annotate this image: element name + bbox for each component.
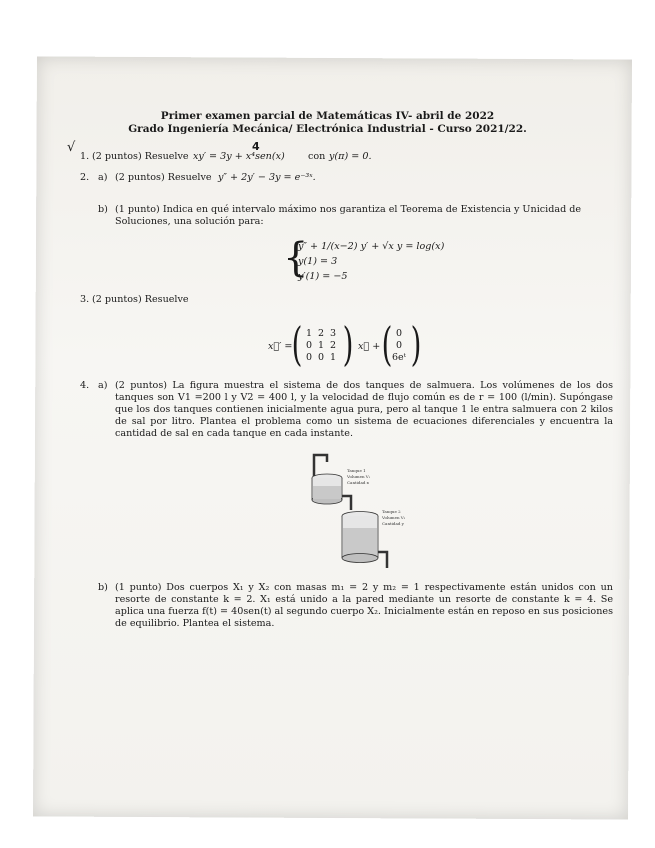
tank1-label: Tanque 1 [347,468,366,473]
matrix-cell: 2 [317,328,325,339]
matrix-cell: 2 [329,340,337,351]
coefficient-matrix [303,328,339,363]
matrix-cell: 1 [329,352,337,363]
q3-text: (2 puntos) Resuelve [92,294,189,305]
system-line-1: y″ + 1/(x−2) y′ + √x y = log(x) [298,241,445,252]
connecting-pipe [342,496,351,510]
tank2-label: Tanque 2 [382,509,401,514]
brine-tanks-figure [305,450,415,575]
q3-mid: x⃗ + [358,341,381,352]
q1-condition-label: con [308,151,326,162]
system-brace: { [283,235,309,281]
q4a-text: (2 puntos) La figura muestra el sistema de dos tanques de salmuera. Los volúmenes de los dos tanques son V1 =200 l y V2 = 400 l, y la velocidad de flujo común es de r = 100 (l/min). Supóngase que los dos tanques contienen inicialmente agua pura, pero al tanque 1 le entra salmuera con 2 kilos de sal por litro. Plantea el problema como un sistema de ecuaciones diferenciales y encuentra la cantidad de sal en cada tanque en cada instante. [115,380,613,439]
q2b-label: b) [98,204,108,215]
handwritten-check-mark: √ [67,140,76,155]
exam-subtitle: Grado Ingeniería Mecánica/ Electrónica Industrial - Curso 2021/22. [128,123,527,135]
tank2-amount: Cantidad y [382,521,404,526]
q4a-label: a) [98,380,108,391]
tank1-volume: Volumen V₁ [347,474,371,479]
system-line-3: y′(1) = −5 [298,271,348,282]
matrix-cell: 3 [329,328,337,339]
forcing-vector [390,328,408,363]
vector-left-paren: ( [381,317,393,371]
q1-equation: xy′ = 3y + x⁴sen(x) [193,151,285,162]
q1-number: 1. [80,151,90,162]
q1-points: (2 puntos) Resuelve [92,151,189,162]
tank1-amount: Cantidad x [347,480,369,485]
q4-number: 4. [80,380,90,391]
q4b-label: b) [98,582,108,593]
tank-2 [342,512,378,563]
q2-number: 2. [80,172,90,183]
q2b-text: (1 punto) Indica en qué intervalo máximo nos garantiza el Teorema de Existencia y Unicidad de Soluciones, una solución para: [115,204,582,227]
matrix-cell: 0 [305,352,313,363]
exam-title: Primer examen parcial de Matemáticas IV- abril de 2022 [160,110,495,122]
q4b-text: (1 punto) Dos cuerpos X₁ y X₂ con masas m₁ = 2 y m₂ = 1 respectivamente están unidos con un resorte de constante k = 2. X₁ está unido a la pared mediante un resorte de constante k = 4. Se aplica una fuerza f(t) = 40sen(t) al segundo cuerpo X₂. Inicialmente están en reposo en sus posiciones de equilibrio. Plantea el sistema. [115,582,613,629]
matrix-right-paren: ) [342,317,354,371]
q1-condition: y(π) = 0. [329,151,372,162]
matrix-cell: 1 [317,340,325,351]
tank-1 [312,474,342,504]
outflow-pipe [378,552,387,568]
q2a-label: a) [98,172,108,183]
vector-right-paren: ) [410,317,422,371]
q2a-equation: y″ + 2y′ − 3y = e⁻³ˣ. [218,172,316,183]
vector-cell: 0 [395,328,403,339]
vector-cell: 6eᵗ [391,352,406,363]
vector-cell: 0 [395,340,403,351]
matrix-cell: 1 [305,328,313,339]
matrix-left-paren: ( [291,317,303,371]
q3-number: 3. [80,294,90,305]
system-line-2: y(1) = 3 [298,256,338,267]
q3-lhs: x⃗′ = [268,341,293,352]
q2a-text: (2 puntos) Resuelve [115,172,212,183]
handwritten-exponent: 4 [252,140,260,153]
tank2-volume: Volumen V₂ [382,515,406,520]
matrix-cell: 0 [305,340,313,351]
matrix-cell: 0 [317,352,325,363]
